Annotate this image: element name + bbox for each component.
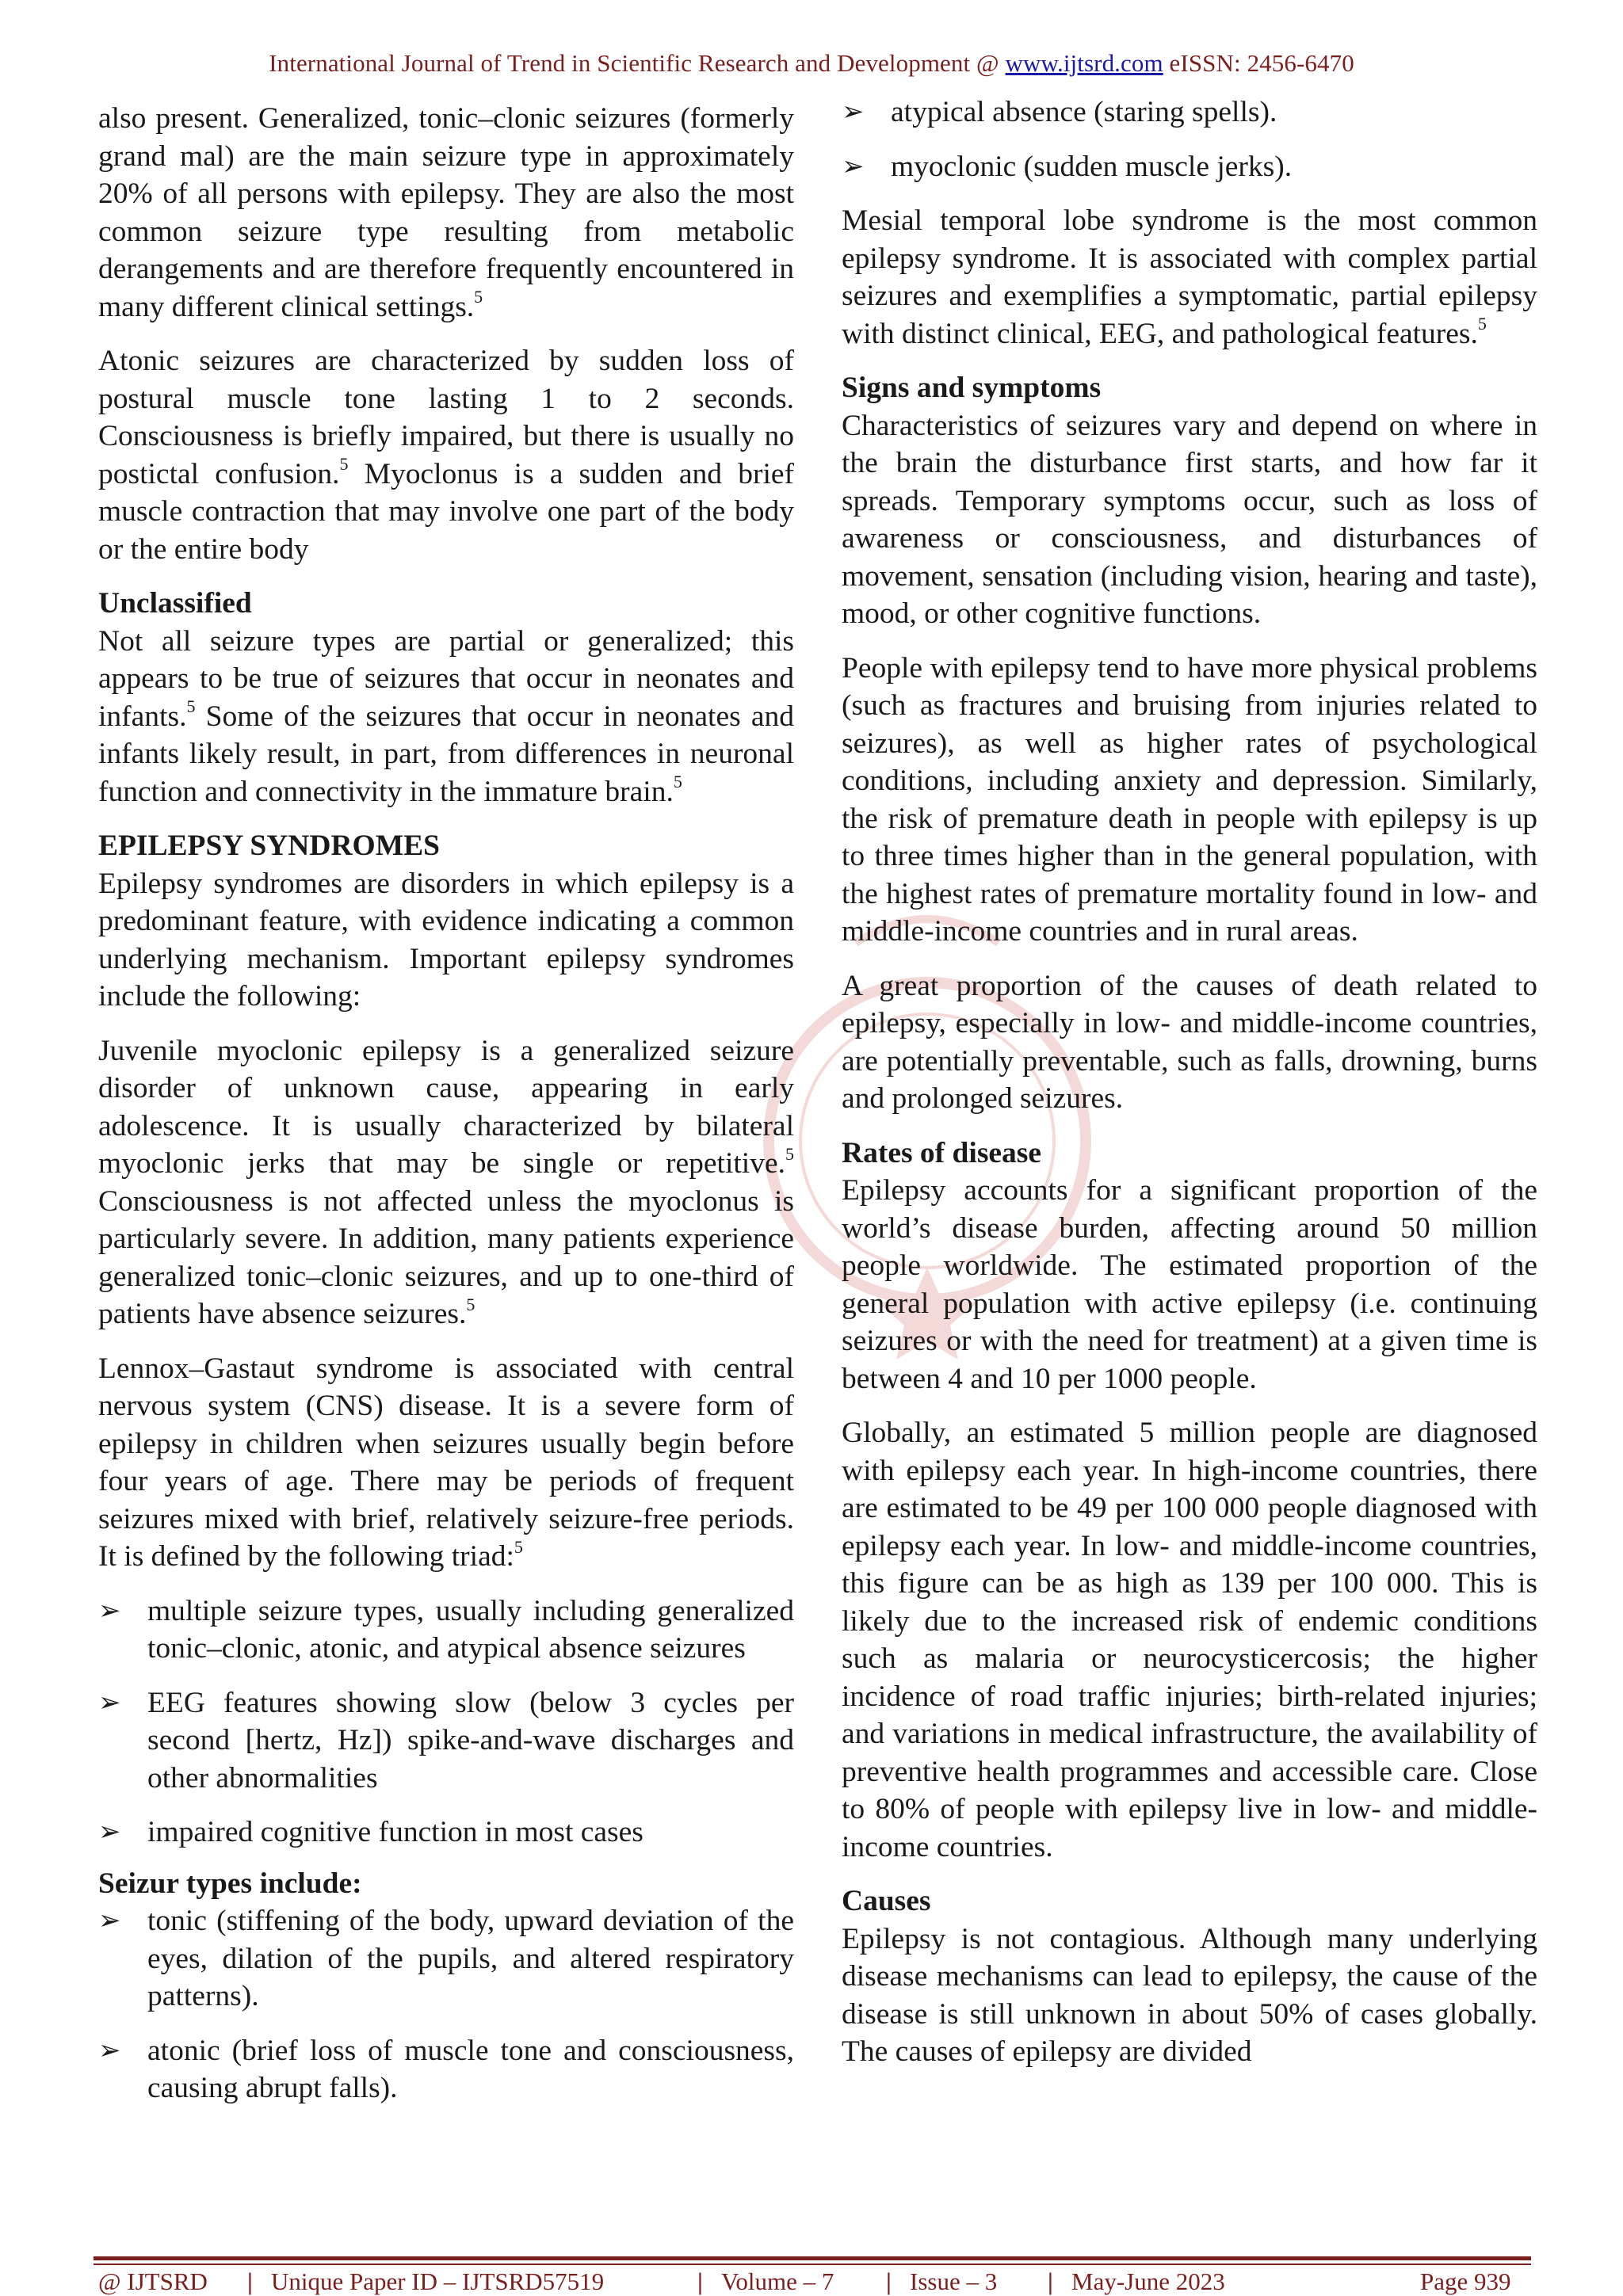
paragraph: People with epilepsy tend to have more physical problems (such as fractures and bruising from injuries related to seizures), as well as higher rates of psychological conditions, including anxiety and depression. Similarly, the risk of premature death in people with epilepsy is up to three times higher than in the general population, with the highest rates of premature mortality found in low- and middle-income countries and in rural areas.	[842, 651, 1537, 948]
paragraph: Epilepsy accounts for a significant proportion of the world’s disease burden, affecting around 50 million people worldwide. The estimated proportion of the general population with active epilepsy (i.e. continuing seizures or with the need for treatment) at a given time is between 4 and 10 per 1000 people.	[842, 1174, 1537, 1395]
citation-ref[interactable]: 5	[339, 454, 349, 474]
triad-list	[98, 1592, 794, 1852]
list-item: ➢ multiple seizure types, usually including generalized tonic–clonic, atonic, and atypical absence seizures	[98, 1592, 794, 1668]
paragraph: also present. Generalized, tonic–clonic seizures (formerly grand mal) are the main seizure type in approximately 20% of all persons with epilepsy. They are also the most common seizure type resulting from metabolic derangements and are therefore frequently encountered in many different clinical settings.$^5$	[98, 102, 794, 323]
citation-ref[interactable]: 5	[1477, 314, 1487, 334]
arrow-bullet-icon: ➢	[98, 1816, 121, 1848]
seizure-types-list	[98, 1902, 794, 2107]
section-heading-seizure-types: Seizur types include:	[98, 1867, 362, 1900]
paragraph: Juvenile myoclonic epilepsy is a generalized seizure disorder of unknown cause, appearing in early adolescence. It is usually characterized by bilateral myoclonic jerks that may be single or repetitive.$^5$ Consciousness is not affected unless the myoclonus is particularly severe. In addition, many patients experience generalized tonic–clonic seizures, and up to one-third of patients have absence seizures.$^5$	[98, 1034, 794, 1330]
citation-ref[interactable]: 5	[466, 1294, 475, 1314]
left-column	[98, 100, 794, 2124]
paragraph: Epilepsy syndromes are disorders in which epilepsy is a predominant feature, with evidence indicating a common underlying mechanism. Important epilepsy syndromes include the following:	[98, 867, 794, 1013]
footer-paper-id: Unique Paper ID – IJTSRD57519	[271, 2267, 605, 2295]
citation-ref[interactable]: 5	[514, 1536, 523, 1557]
arrow-bullet-icon: ➢	[98, 2034, 121, 2066]
footer-journal: @ IJTSRD	[98, 2267, 208, 2295]
list-item: ➢ EEG features showing slow (below 3 cycles per second [hertz, Hz]) spike-and-wave discharges and other abnormalities	[98, 1684, 794, 1798]
footer-separator: |	[247, 2267, 253, 2295]
paragraph: A great proportion of the causes of death related to epilepsy, especially in low- and middle-income countries, are potentially preventable, such as falls, drowning, burns and prolonged seizures.	[842, 969, 1537, 1115]
list-item: ➢ myoclonic (sudden muscle jerks).	[842, 148, 1537, 186]
running-header	[0, 49, 1623, 78]
footer-separator: |	[886, 2267, 892, 2295]
arrow-bullet-icon: ➢	[98, 1594, 121, 1627]
seizure-types-list-continued	[842, 93, 1537, 185]
paragraph: Globally, an estimated 5 million people are diagnosed with epilepsy each year. In high-income countries, there are estimated to be 49 per 100 000 people diagnosed with epilepsy each year. In low- and middle-income countries, this figure can be as high as 139 per 100 000. This is likely due to the increased risk of endemic conditions such as malaria or neurocysticercosis; the higher incidence of road traffic injuries; birth-related injuries; and variations in medical infrastructure, the availability of preventive health programmes and accessible care. Close to 80% of people with epilepsy live in low- and middle-income countries.	[842, 1417, 1537, 1863]
paragraph: Atonic seizures are characterized by sudden loss of postural muscle tone lasting 1 to 2 seconds. Consciousness is briefly impaired, but there is usually no postictal confusion.$^5$ Myoclonus is a sudden and brief muscle contraction that may involve one part of the body or the entire body	[98, 345, 794, 566]
list-item: ➢ atonic (brief loss of muscle tone and consciousness, causing abrupt falls).	[98, 2032, 794, 2107]
arrow-bullet-icon: ➢	[842, 150, 865, 182]
paragraph: Lennox–Gastaut syndrome is associated with central nervous system (CNS) disease. It is a severe form of epilepsy in children when seizures usually begin before four years of age. There may be periods of frequent seizures mixed with brief, relatively seizure-free periods. It is defined by the following triad:$^5$	[98, 1352, 794, 1573]
section-heading-unclassified: Unclassified	[98, 587, 252, 620]
footer-page-number: Page 939	[1420, 2267, 1511, 2295]
citation-ref[interactable]: 5	[673, 772, 682, 791]
section-heading-causes: Causes	[842, 1885, 931, 1917]
footer-separator: |	[1048, 2267, 1053, 2295]
footer-date: May-June 2023	[1071, 2267, 1225, 2295]
journal-website-link[interactable]: www.ijtsrd.com	[1005, 49, 1163, 77]
arrow-bullet-icon: ➢	[842, 96, 865, 128]
section-heading-rates-of-disease: Rates of disease	[842, 1136, 1042, 1169]
list-item: ➢ tonic (stiffening of the body, upward deviation of the eyes, dilation of the pupils, and altered respiratory patterns).	[98, 1902, 794, 2016]
section-heading-signs-symptoms: Signs and symptoms	[842, 372, 1102, 404]
footer-rule-thin	[94, 2264, 1531, 2265]
footer-rule	[94, 2256, 1531, 2260]
arrow-bullet-icon: ➢	[98, 1686, 121, 1718]
paragraph: Mesial temporal lobe syndrome is the most common epilepsy syndrome. It is associated with complex partial seizures and exemplifies a symptomatic, partial epilepsy with distinct clinical, EEG, and pathological features.$^5$	[842, 204, 1537, 350]
arrow-bullet-icon: ➢	[98, 1905, 121, 1936]
citation-ref[interactable]: 5	[785, 1143, 794, 1164]
citation-ref[interactable]: 5	[474, 287, 483, 307]
footer-volume: Volume – 7	[721, 2267, 834, 2295]
list-item: ➢ atypical absence (staring spells).	[842, 93, 1537, 132]
section-heading-epilepsy-syndromes: EPILEPSY SYNDROMES	[98, 830, 440, 862]
paragraph: Epilepsy is not contagious. Although many underlying disease mechanisms can lead to epilepsy, the cause of the disease is still unknown in about 50% of cases globally. The causes of epilepsy are divided	[842, 1922, 1537, 2068]
paragraph: Not all seizure types are partial or generalized; this appears to be true of seizures that occur in neonates and infants.$^5$ Some of the seizures that occur in neonates and infants likely result, in part, from differences in neuronal function and connectivity in the immature brain.$^5$	[98, 624, 794, 808]
header-issn: eISSN: 2456-6470	[1163, 49, 1354, 77]
footer-issue: Issue – 3	[910, 2267, 998, 2295]
right-column	[842, 93, 1537, 2088]
header-text: International Journal of Trend in Scientific Research and Development @	[269, 49, 1006, 77]
footer-separator: |	[697, 2267, 703, 2295]
list-item: ➢ impaired cognitive function in most cases	[98, 1814, 794, 1852]
citation-ref[interactable]: 5	[186, 696, 196, 716]
paragraph: Characteristics of seizures vary and depend on where in the brain the disturbance first starts, and how far it spreads. Temporary symptoms occur, such as loss of awareness or consciousness, and disturbances of movement, sensation (including vision, hearing and taste), mood, or other cognitive functions.	[842, 409, 1537, 630]
